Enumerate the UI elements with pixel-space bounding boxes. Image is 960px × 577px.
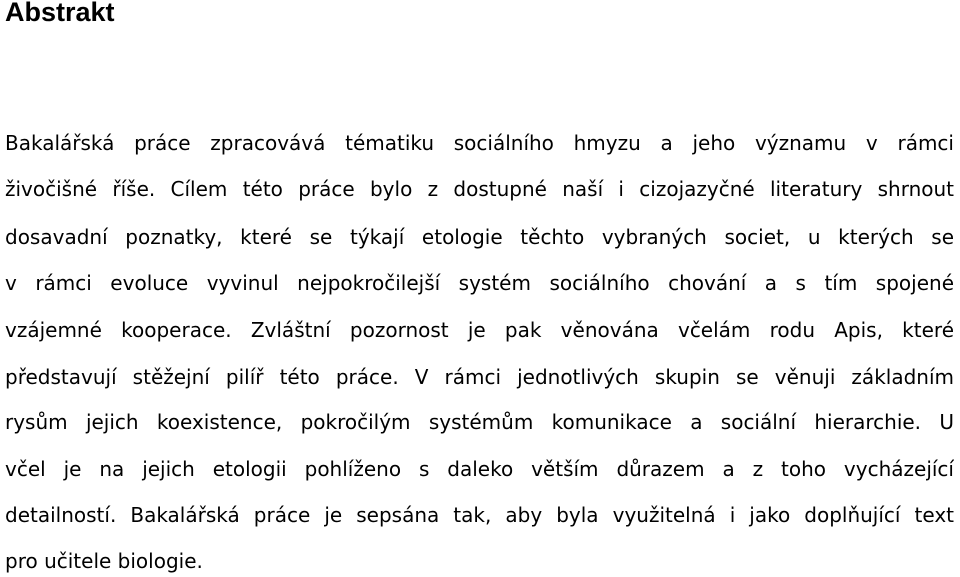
paragraph-line: Bakalářská práce zpracovává tématiku sociálního hmyzu a jeho významu v rámci: [5, 131, 954, 155]
paragraph-line: detailností. Bakalářská práce je sepsána tak, aby byla využitelná i jako doplňující text: [5, 503, 954, 527]
paragraph-line: pro učitele biologie.: [5, 549, 203, 573]
paragraph-line: včel je na jejich etologii pohlíženo s daleko větším důrazem a z toho vycházející: [5, 457, 954, 481]
paragraph-line: živočišné říše. Cílem této práce bylo z dostupné naší i cizojazyčné literatury shrnout: [5, 177, 954, 201]
paragraph-line: v rámci evoluce vyvinul nejpokročilejší systém sociálního chování a s tím spojené: [5, 271, 954, 295]
paragraph-line: vzájemné kooperace. Zvláštní pozornost je pak věnována včelám rodu Apis, které: [5, 318, 954, 342]
paragraph-line: dosavadní poznatky, které se týkají etologie těchto vybraných societ, u kterých se: [5, 225, 954, 249]
paragraph-line: rysům jejich koexistence, pokročilým systémům komunikace a sociální hierarchie. U: [5, 410, 954, 434]
abstract-heading: Abstrakt: [5, 0, 115, 27]
paragraph-line: představují stěžejní pilíř této práce. V rámci jednotlivých skupin se věnuji základním: [5, 365, 954, 389]
